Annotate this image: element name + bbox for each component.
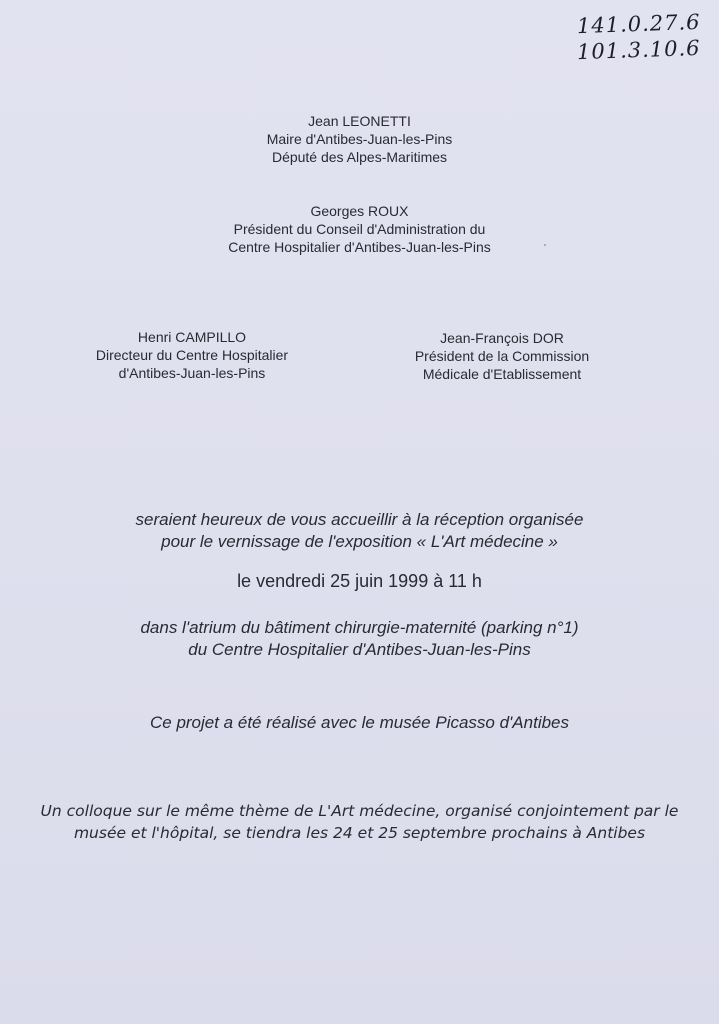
host-title: Député des Alpes-Maritimes <box>271 149 448 165</box>
event-date: le vendredi 25 juin 1999 à 11 h <box>237 571 482 591</box>
invitation-line: pour le vernissage de l'exposition « L'Art médecine » <box>161 532 558 551</box>
host-name: Jean-François DOR <box>440 330 564 346</box>
host-title: Président de la Commission <box>414 348 590 364</box>
host-title: Directeur du Centre Hospitalier <box>95 347 289 363</box>
host-campillo <box>62 328 322 382</box>
handwritten-reference-1: 141.0.27.6 <box>577 9 702 39</box>
host-roux <box>0 202 719 256</box>
handwritten-reference-2: 101.3.10.6 <box>577 35 702 65</box>
location-line: du Centre Hospitalier d'Antibes-Juan-les-Pins <box>188 640 531 659</box>
host-title: Centre Hospitalier d'Antibes-Juan-les-Pins <box>228 239 491 255</box>
colloquium-line: musée et l'hôpital, se tiendra les 24 et 25 septembre prochains à Antibes <box>73 824 646 842</box>
host-leonetti <box>0 112 719 166</box>
invitation-text <box>0 509 719 553</box>
event-location <box>0 617 719 661</box>
host-dor <box>382 329 622 383</box>
location-line: dans l'atrium du bâtiment chirurgie-maternité (parking n°1) <box>140 618 579 637</box>
colloquium-line: Un colloque sur le même thème de L'Art médecine, organisé conjointement par le <box>40 802 679 820</box>
colloquium-note <box>0 800 719 844</box>
partnership-note: Ce projet a été réalisé avec le musée Picasso d'Antibes <box>149 713 570 732</box>
host-title: Médicale d'Etablissement <box>422 366 582 382</box>
invitation-line: seraient heureux de vous accueillir à la réception organisée <box>135 510 584 529</box>
host-title: Maire d'Antibes-Juan-les-Pins <box>266 131 453 147</box>
paper-speck <box>544 244 546 246</box>
host-name: Henri CAMPILLO <box>137 329 247 345</box>
host-title: d'Antibes-Juan-les-Pins <box>118 365 266 381</box>
host-name: Georges ROUX <box>310 203 409 219</box>
host-title: Président du Conseil d'Administration du <box>233 221 486 237</box>
host-name: Jean LEONETTI <box>308 113 411 129</box>
